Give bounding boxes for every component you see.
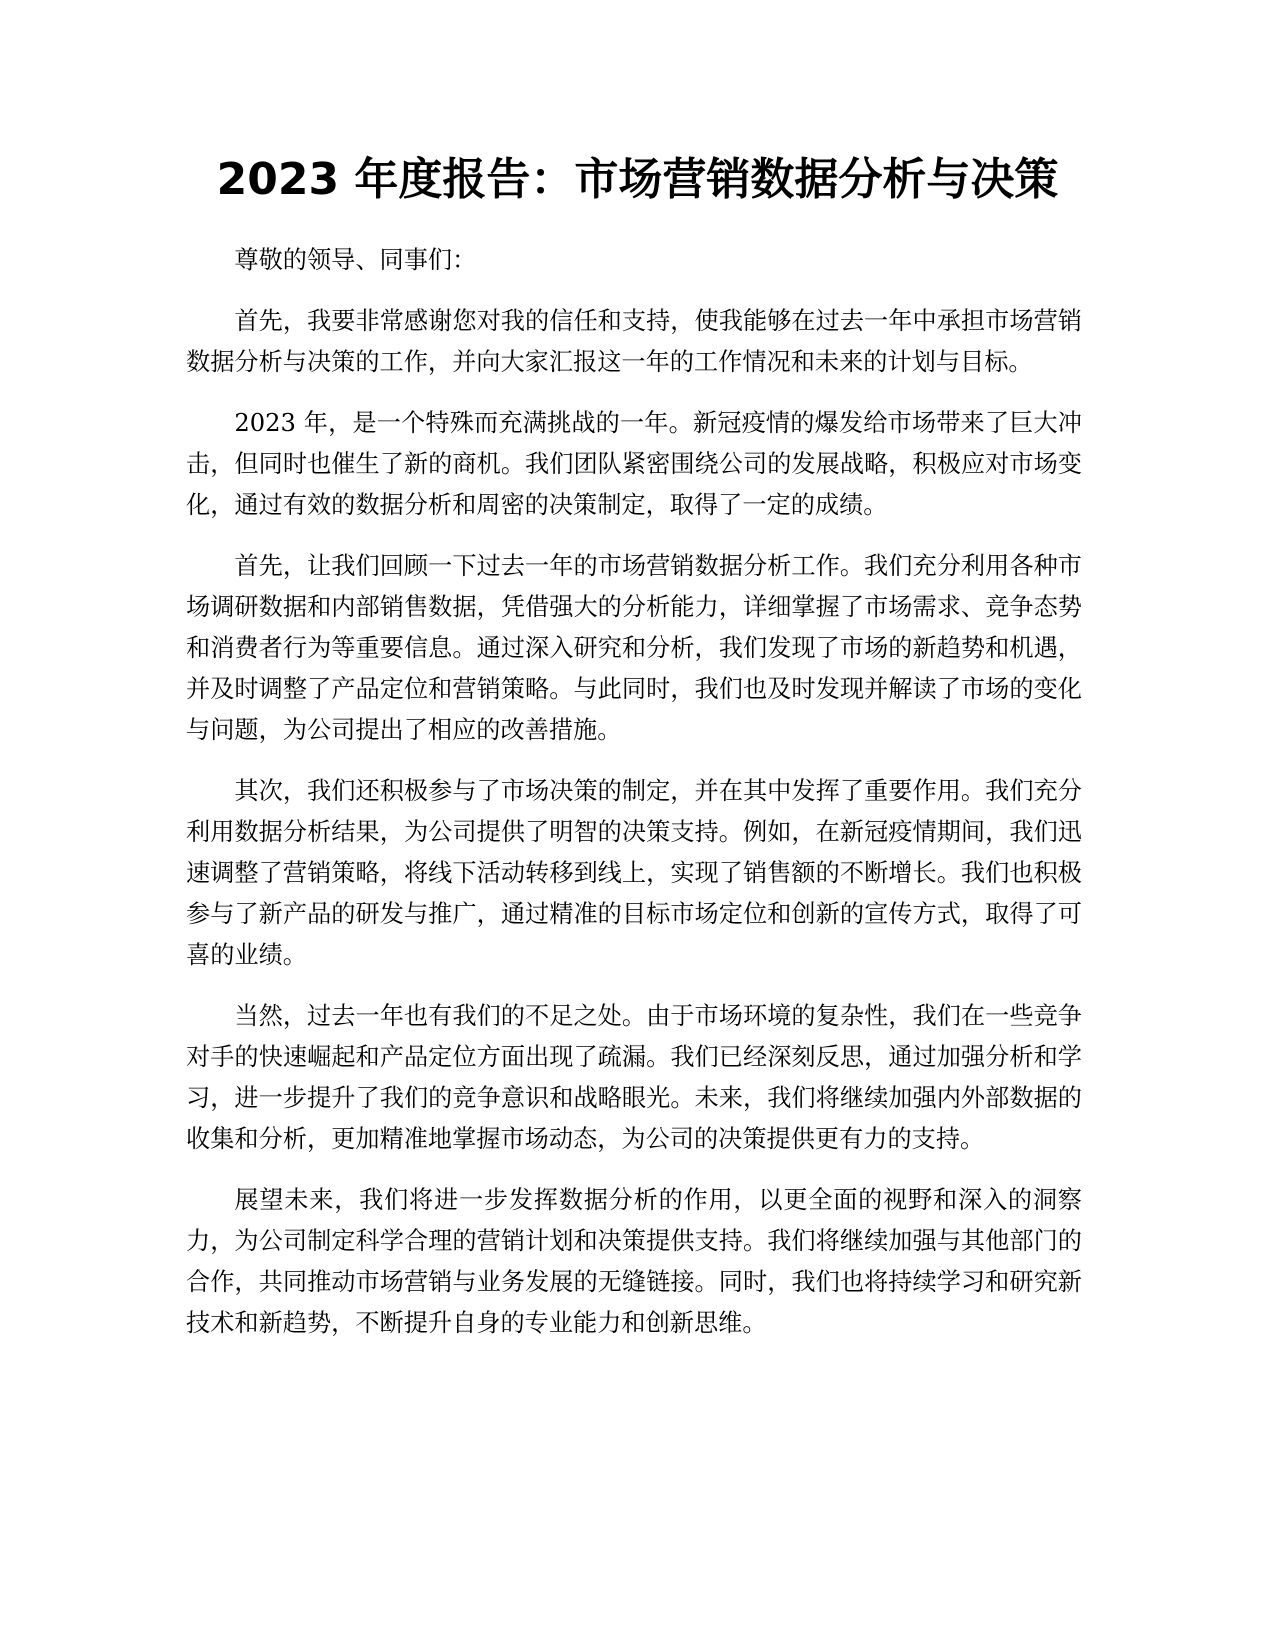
body-paragraph: 当然，过去一年也有我们的不足之处。由于市场环境的复杂性，我们在一些竞争对手的快速崛起和产品定位方面出现了疏漏。我们已经深刻反思，通过加强分析和学习，进一步提升了我们的竞争意识和战略眼光。未来，我们将继续加强内外部数据的收集和分析，更加精准地掌握市场动态，为公司的决策提供更有力的支持。: [186, 1002, 1082, 1153]
document-body: [186, 240, 1082, 1364]
body-paragraph: 首先，我要非常感谢您对我的信任和支持，使我能够在过去一年中承担市场营销数据分析与决策的工作，并向大家汇报这一年的工作情况和未来的计划与目标。: [186, 307, 1082, 376]
document-title: 2023 年度报告：市场营销数据分析与决策: [216, 154, 1059, 205]
body-paragraph: 2023 年，是一个特殊而充满挑战的一年。新冠疫情的爆发给市场带来了巨大冲击，但同时也催生了新的商机。我们团队紧密围绕公司的发展战略，积极应对市场变化，通过有效的数据分析和周密的决策制定，取得了一定的成绩。: [186, 409, 1082, 519]
body-paragraph: 首先，让我们回顾一下过去一年的市场营销数据分析工作。我们充分利用各种市场调研数据和内部销售数据，凭借强大的分析能力，详细掌握了市场需求、竞争态势和消费者行为等重要信息。通过深入研究和分析，我们发现了市场的新趋势和机遇，并及时调整了产品定位和营销策略。与此同时，我们也及时发现并解读了市场的变化与问题，为公司提出了相应的改善措施。: [186, 552, 1082, 744]
body-paragraph: 展望未来，我们将进一步发挥数据分析的作用，以更全面的视野和深入的洞察力，为公司制定科学合理的营销计划和决策提供支持。我们将继续加强与其他部门的合作，共同推动市场营销与业务发展的无缝链接。同时，我们也将持续学习和研究新技术和新趋势，不断提升自身的专业能力和创新思维。: [186, 1186, 1082, 1337]
body-paragraph: 其次，我们还积极参与了市场决策的制定，并在其中发挥了重要作用。我们充分利用数据分析结果，为公司提供了明智的决策支持。例如，在新冠疫情期间，我们迅速调整了营销策略，将线下活动转移到线上，实现了销售额的不断增长。我们也积极参与了新产品的研发与推广，通过精准的目标市场定位和创新的宣传方式，取得了可喜的业绩。: [186, 777, 1082, 969]
greeting-paragraph: 尊敬的领导、同事们：: [234, 246, 477, 274]
